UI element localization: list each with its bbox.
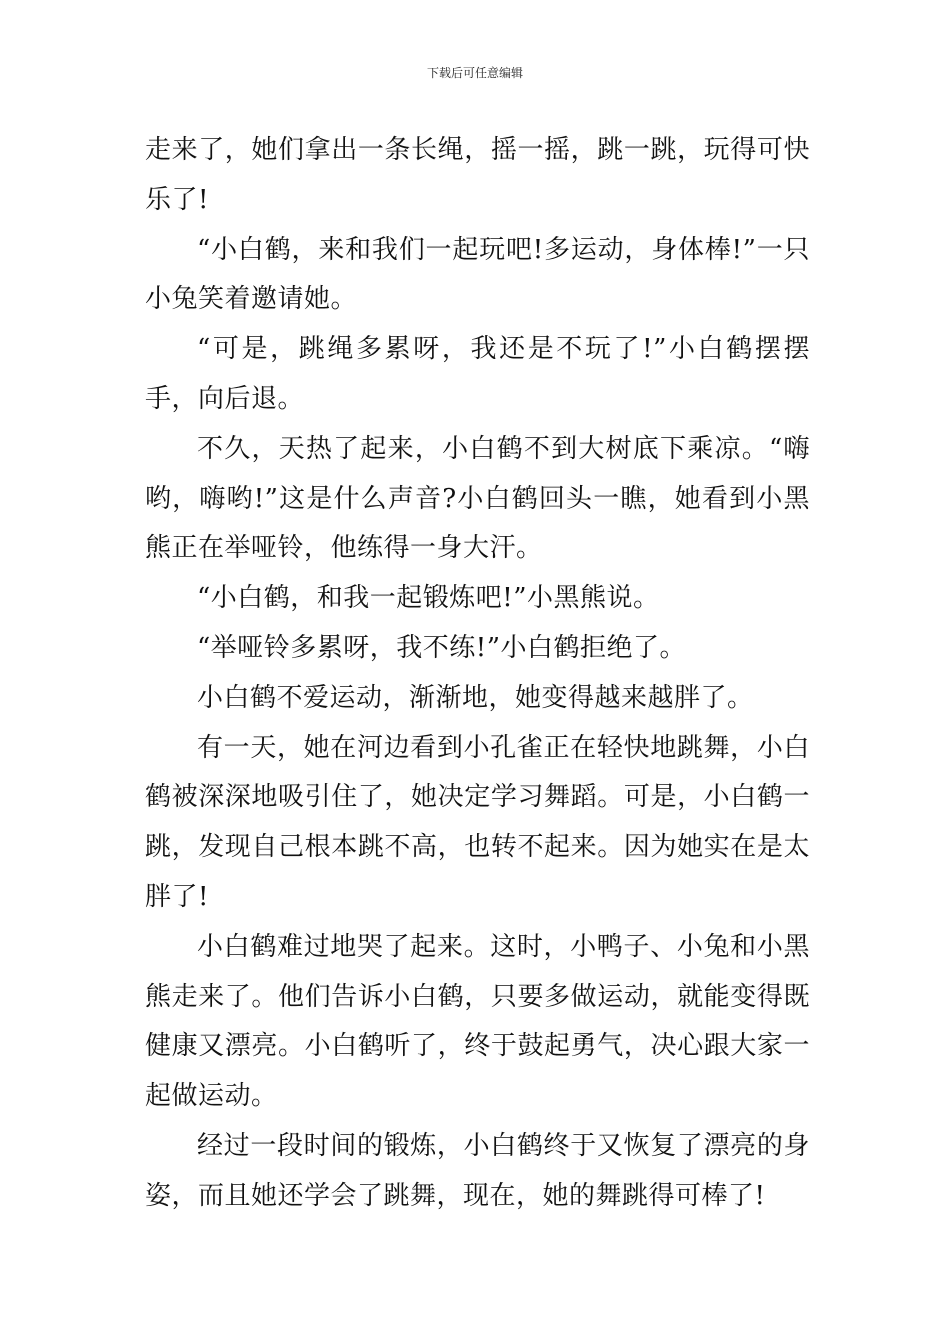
paragraph-6: “举哑铃多累呀，我不练!”小白鹤拒绝了。: [197, 632, 687, 663]
document-body: [145, 126, 810, 1222]
paragraph-2: “小白鹤，来和我们一起玩吧!多运动，身体棒!”一只小兔笑着邀请她。: [145, 234, 810, 315]
paragraph-10: 经过一段时间的锻炼，小白鹤终于又恢复了漂亮的身姿，而且她还学会了跳舞，现在，她的舞跳得可棒了!: [145, 1130, 810, 1211]
paragraph-7: 小白鹤不爱运动，渐渐地，她变得越来越胖了。: [197, 682, 754, 713]
paragraph-4: 不久，天热了起来，小白鹤不到大树底下乘凉。“嗨哟，嗨哟!”这是什么声音?小白鹤回头一瞧，她看到小黑熊正在举哑铃，他练得一身大汗。: [145, 433, 810, 564]
paragraph-1: 走来了，她们拿出一条长绳，摇一摇，跳一跳，玩得可快乐了!: [145, 135, 810, 215]
paragraph-9: 小白鹤难过地哭了起来。这时，小鸭子、小兔和小黑熊走来了。他们告诉小白鹤，只要多做运动，就能变得既健康又漂亮。小白鹤听了，终于鼓起勇气，决心跟大家一起做运动。: [145, 931, 810, 1112]
page-header: 下载后可任意编辑: [426, 66, 523, 80]
paragraph-5: “小白鹤，和我一起锻炼吧!”小黑熊说。: [197, 583, 660, 614]
paragraph-3: “可是，跳绳多累呀，我还是不玩了!”小白鹤摆摆手，向后退。: [145, 334, 810, 414]
paragraph-8: 有一天，她在河边看到小孔雀正在轻快地跳舞，小白鹤被深深地吸引住了，她决定学习舞蹈。可是，小白鹤一跳，发现自己根本跳不高，也转不起来。因为她实在是太胖了!: [145, 732, 810, 912]
